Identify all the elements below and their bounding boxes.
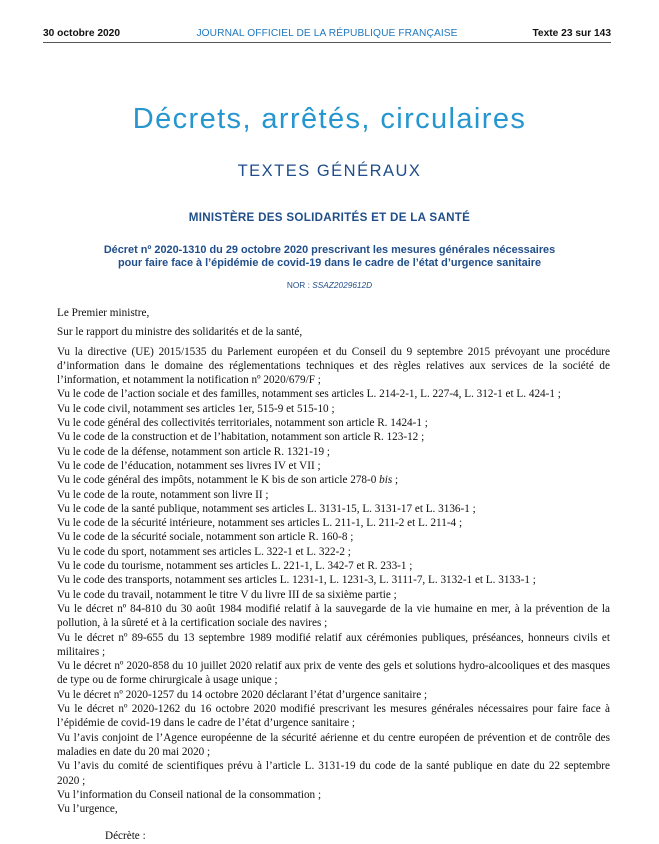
vu-item: Vu le code de la construction et de l’habitation, notamment son article R. 123-12 ; xyxy=(57,431,425,444)
decree-title xyxy=(60,244,599,270)
vu-item: Vu l’urgence, xyxy=(57,803,118,816)
decree-body xyxy=(57,306,610,844)
vu-item-text: Vu le code général des impôts, notamment le K bis de son article 278-0 xyxy=(57,474,380,487)
header-divider xyxy=(43,42,611,43)
vu-item: Vu le code civil, notamment ses articles 1er, 515-9 et 515-10 ; xyxy=(57,402,335,415)
ministry-name: MINISTÈRE DES SOLIDARITÉS ET DE LA SANTÉ xyxy=(188,211,471,224)
vu-item: Vu le code de l’action sociale et des familles, notamment ses articles L. 214-2-1, L. 227-4, L. 312-1 et L. 424-1 ; xyxy=(57,388,561,401)
vu-item: Vu le code de la route, notamment son livre II ; xyxy=(57,488,269,501)
header-journal-name: JOURNAL OFFICIEL DE LA RÉPUBLIQUE FRANÇAISE xyxy=(196,28,458,39)
vu-item: Vu le décret nº 2020-858 du 10 juillet 2020 relatif aux prix de vente des gels et solutions hydro-alcooliques et des masques de type ou de forme chirurgicale à usage unique ; xyxy=(57,660,610,687)
vu-item: Vu le code du sport, notamment ses articles L. 322-1 et L. 322-2 ; xyxy=(57,545,351,558)
vu-item: Vu le code de la sécurité sociale, notamment son article R. 160-8 ; xyxy=(57,531,354,544)
vu-item: Vu l’avis conjoint de l’Agence européenne de la sécurité aérienne et du centre européen de prévention et de contrôle des maladies en date du 20 mai 2020 ; xyxy=(57,731,610,758)
decree-title-line-2: pour faire face à l’épidémie de covid-19 dans le cadre de l’état d’urgence sanitaire xyxy=(117,257,542,269)
vu-item-italic: bis xyxy=(379,474,393,487)
vu-item: Vu le code des transports, notamment ses articles L. 1231-1, L. 1231-3, L. 3111-7, L. 3132-1 et L. 3133-1 ; xyxy=(57,574,536,587)
opening-line: Le Premier ministre, xyxy=(57,307,150,319)
vu-item: Vu le code du travail, notamment le titre V du livre III de sa sixième partie ; xyxy=(57,588,397,601)
vu-item: Vu le décret nº 89-655 du 13 septembre 1989 modifié relatif aux cérémonies publiques, préséances, honneurs civils et militaires ; xyxy=(57,631,610,658)
vu-item: Vu le code de la défense, notamment son article R. 1321-19 ; xyxy=(57,445,331,458)
header-text-number: Texte 23 sur 143 xyxy=(532,28,611,39)
vu-item: Vu le décret nº 84-810 du 30 août 1984 modifié relatif à la sauvegarde de la vie humaine en mer, à la prévention de la pollution, à la sûreté et à la certification sociale des navires ; xyxy=(57,602,610,630)
report-line: Sur le rapport du ministre des solidarités et de la santé, xyxy=(57,326,303,339)
nor-label: NOR : xyxy=(286,280,313,290)
vu-item: Vu le code du tourisme, notamment ses articles L. 221-1, L. 342-7 et R. 233-1 ; xyxy=(57,560,413,573)
section-title: Décrets, arrêtés, circulaires xyxy=(132,103,527,135)
nor-code: SSAZ2029612D xyxy=(312,280,373,290)
vu-item: Vu le décret nº 2020-1257 du 14 octobre 2020 déclarant l’état d’urgence sanitaire ; xyxy=(57,688,428,701)
vu-item: Vu l’information du Conseil national de la consommation ; xyxy=(57,788,322,801)
vu-item: Vu le code de la santé publique, notamment ses articles L. 3131-15, L. 3131-17 et L. 3136-1 ; xyxy=(57,502,476,515)
page-header xyxy=(43,28,611,43)
vu-item: Vu le code général des collectivités territoriales, notamment son article R. 1424-1 ; xyxy=(57,417,428,430)
vu-item: Vu l’avis du comité de scientifiques prévu à l’article L. 3131-19 du code de la santé publique en date du 22 septembre 2020 ; xyxy=(57,760,610,787)
vu-item xyxy=(57,473,610,487)
header-date: 30 octobre 2020 xyxy=(43,28,121,39)
section-subtitle: TEXTES GÉNÉRAUX xyxy=(237,162,422,180)
vu-item: Vu le décret nº 2020-1262 du 16 octobre 2020 modifié prescrivant les mesures générales nécessaires pour faire face à l’épidémie de covid-19 dans le cadre de l’état d’urgence sanitaire ; xyxy=(57,703,610,730)
vu-item-end: ; xyxy=(392,474,399,487)
vu-item: Vu le code de la sécurité intérieure, notamment ses articles L. 211-1, L. 211-2 et L. 211-4 ; xyxy=(57,517,463,530)
decrete-line: Décrète : xyxy=(105,830,146,843)
decree-title-line-1: Décret nº 2020-1310 du 29 octobre 2020 prescrivant les mesures générales nécessaires xyxy=(103,244,556,256)
nor-reference xyxy=(0,280,659,290)
vu-item: Vu le code de l’éducation, notamment ses livres IV et VII ; xyxy=(57,459,321,472)
vu-directive: Vu la directive (UE) 2015/1535 du Parlement européen et du Conseil du 9 septembre 2015 prévoyant une procédure d’information dans le domaine des réglementations techniques et des règles relatives aux services de la société de l’information, et notamment la notification nº 2020/679/F ; xyxy=(57,345,610,387)
